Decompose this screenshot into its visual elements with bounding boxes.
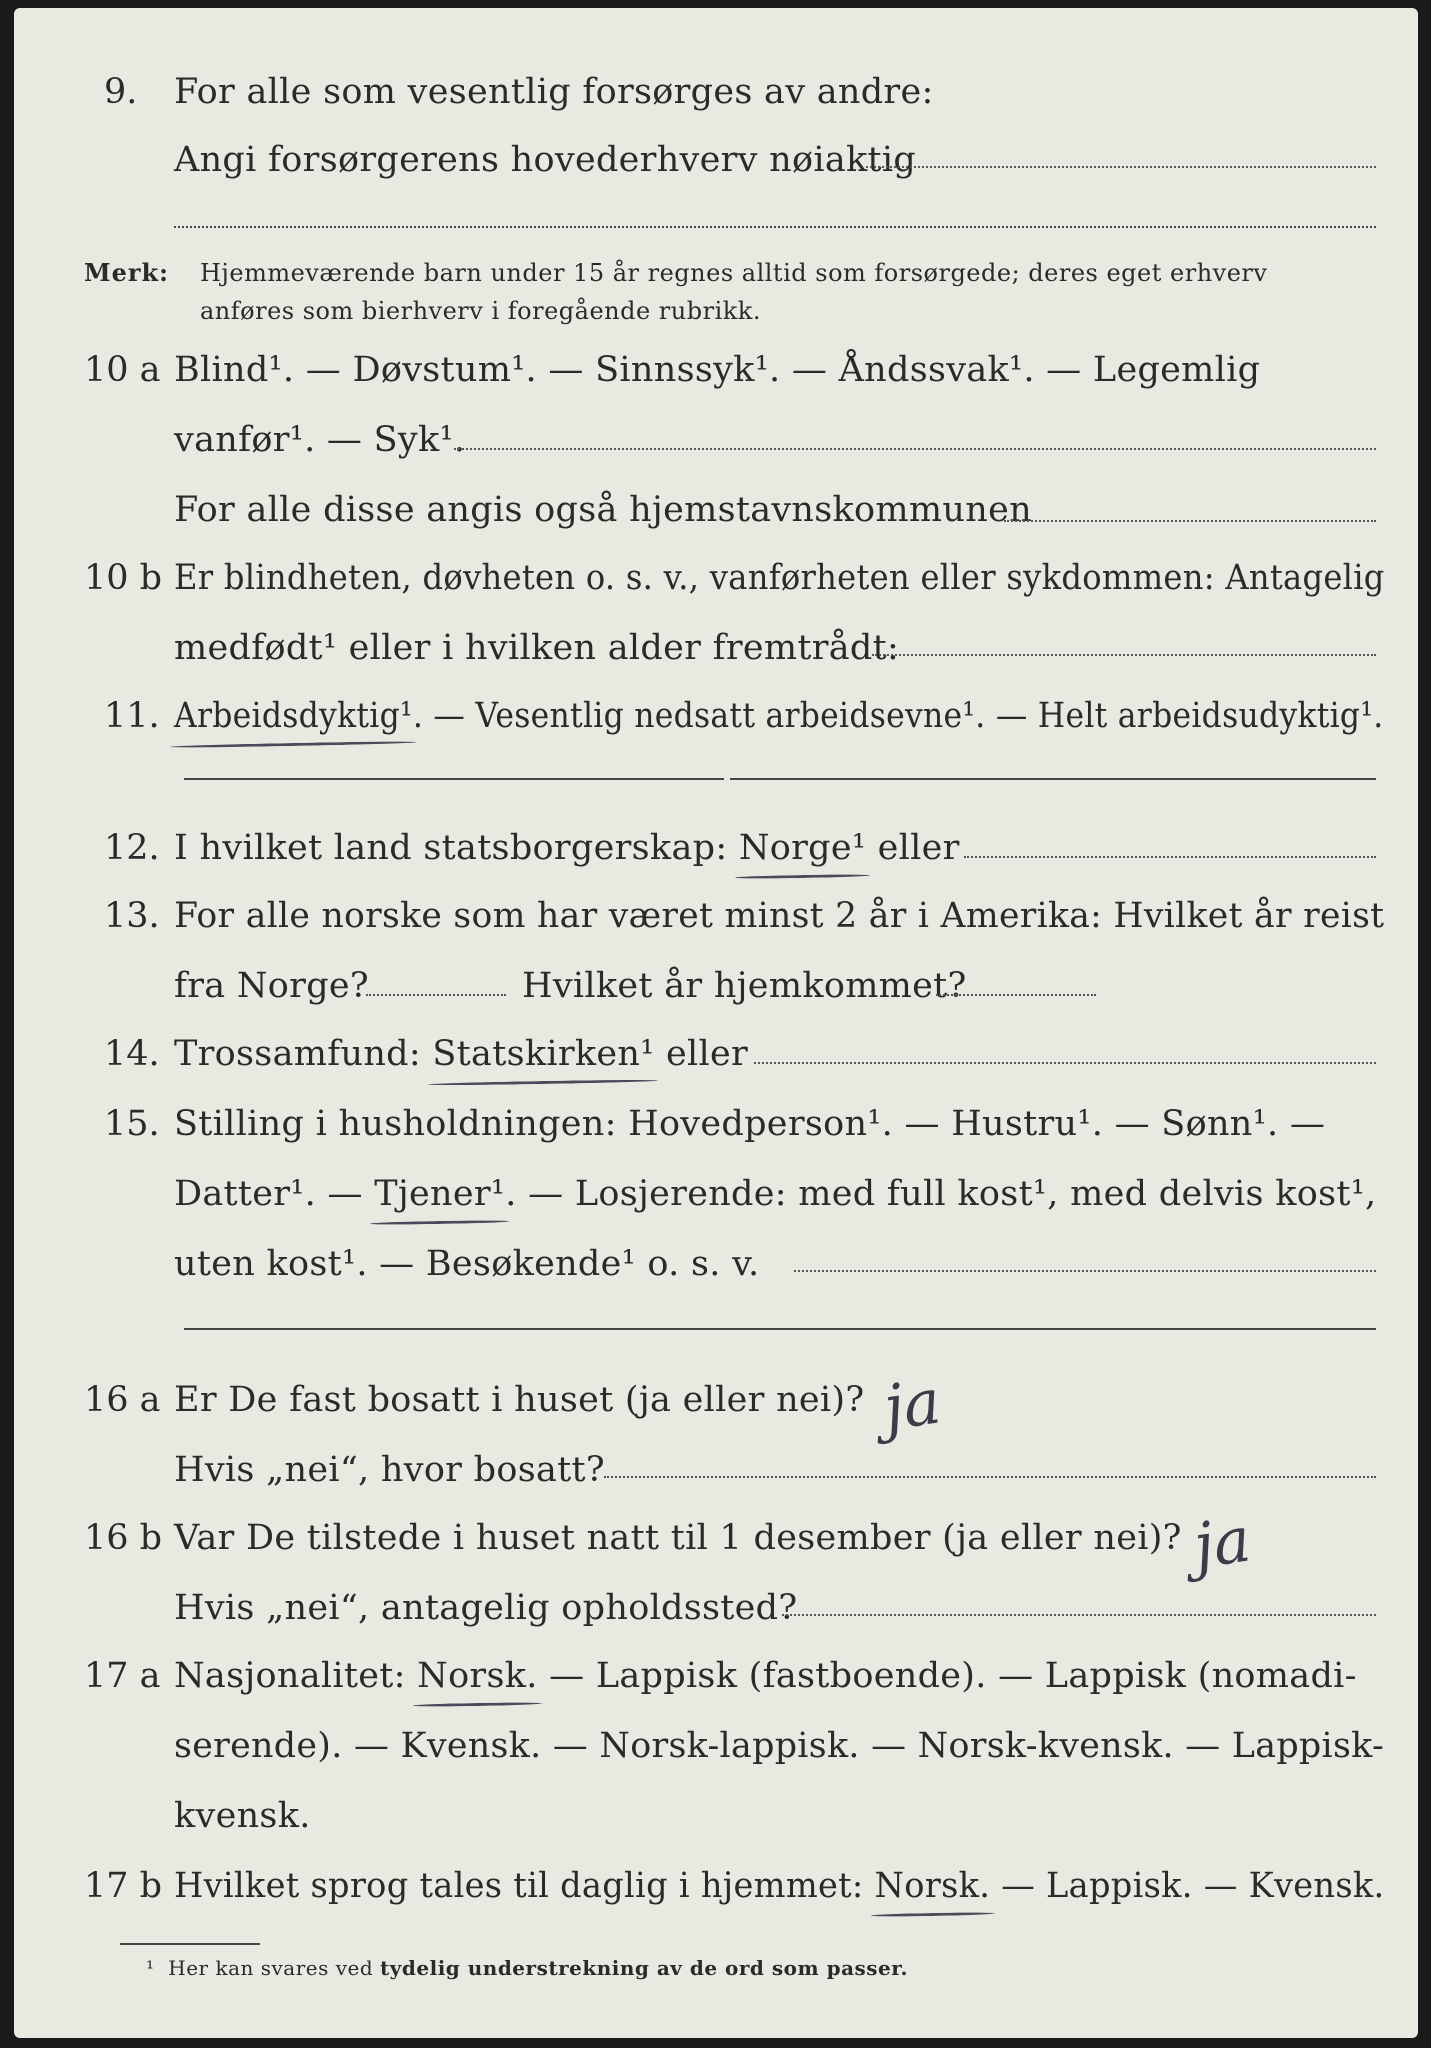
- q10a-line1: Blind¹. — Døvstum¹. — Sinnssyk¹. — Åndssvak¹. — Legemlig: [174, 350, 1261, 390]
- q12-pre: I hvilket land statsborgerskap:: [174, 828, 739, 868]
- q17a-pre: Nasjonalitet:: [174, 1656, 418, 1696]
- q16a-bosatt-line[interactable]: [604, 1476, 1376, 1478]
- q16b-handwritten-answer[interactable]: ja: [1189, 1502, 1255, 1583]
- q17a-line1rest: — Lappisk (fastboende). — Lappisk (nomadi-: [537, 1656, 1357, 1696]
- q11-number: 11.: [104, 696, 160, 736]
- q14-answer-line[interactable]: [754, 1062, 1376, 1064]
- q15-line2: [174, 1172, 1376, 1216]
- q9-extra-line[interactable]: [174, 226, 1376, 228]
- q10a-line3: For alle disse angis også hjemstavnskommunen: [174, 490, 1032, 530]
- q17a-line1: [174, 1654, 1357, 1698]
- q15-answer-line[interactable]: [794, 1270, 1376, 1272]
- q9-answer-line[interactable]: [866, 166, 1376, 168]
- q17b-line: [174, 1864, 1384, 1908]
- q17a-number: 17 a: [84, 1656, 161, 1696]
- q13-line1: For alle norske som har været minst 2 år i Amerika: Hvilket år reist: [174, 896, 1385, 936]
- q11-rest: . — Vesentlig nedsatt arbeidsevne¹. — Helt arbeidsudyktig¹.: [412, 696, 1384, 736]
- q15-line1: Stilling i husholdningen: Hovedperson¹. — Hustru¹. — Sønn¹. —: [174, 1104, 1326, 1144]
- q10b-answer-line[interactable]: [872, 654, 1376, 656]
- q15-separator: [184, 1328, 1376, 1330]
- footnote-text: Her kan svares ved: [168, 1956, 381, 1980]
- q12-number: 12.: [104, 828, 160, 868]
- q15-line2a: Datter¹. —: [174, 1174, 375, 1214]
- footnote: [146, 1956, 908, 1980]
- q11-separator-right: [730, 778, 1376, 780]
- merk-line2: anføres som bierhverv i foregående rubrikk.: [200, 297, 761, 325]
- q17b-pre: Hvilket sprog tales til daglig i hjemmet:: [174, 1866, 875, 1906]
- q13-line2a: fra Norge?: [174, 966, 369, 1006]
- q17b-number: 17 b: [84, 1866, 163, 1906]
- q11-line: [174, 694, 1383, 738]
- q17a-line3: kvensk.: [174, 1796, 311, 1836]
- q12-selected-answer[interactable]: Norge¹: [738, 828, 867, 868]
- q11-separator-left: [184, 778, 724, 780]
- footnote-rule: [120, 1943, 260, 1945]
- q15-line3: uten kost¹. — Besøkende¹ o. s. v.: [174, 1244, 760, 1284]
- q14-post: eller: [654, 1034, 749, 1074]
- q14-line: [174, 1032, 748, 1076]
- q16a-line2: Hvis „nei“, hvor bosatt?: [174, 1450, 605, 1490]
- q9-line2: Angi forsørgerens hovederhverv nøiaktig: [174, 140, 917, 180]
- q16a-number: 16 a: [84, 1380, 161, 1420]
- footnote-mark: ¹: [146, 1956, 155, 1980]
- q16b-line1: Var De tilstede i huset natt til 1 desember (ja eller nei)?: [174, 1518, 1182, 1558]
- q13-line2b: Hvilket år hjemkommet?: [522, 966, 967, 1006]
- q13-number: 13.: [104, 896, 160, 936]
- q17a-selected-answer[interactable]: Norsk.: [417, 1656, 538, 1696]
- q10a-number: 10 a: [84, 350, 161, 390]
- footnote-bold-text: tydelig understrekning av de ord som passer.: [380, 1956, 908, 1980]
- q12-line: [174, 826, 960, 870]
- q10b-number: 10 b: [84, 558, 163, 598]
- q10a-line2: vanfør¹. — Syk¹.: [174, 420, 466, 460]
- q14-pre: Trossamfund:: [174, 1034, 433, 1074]
- q10b-line2: medfødt¹ eller i hvilken alder fremtrådt:: [174, 628, 900, 668]
- census-form-page: [14, 8, 1418, 2038]
- q15-line2b: . — Losjerende: med full kost¹, med delvis kost¹,: [505, 1174, 1377, 1214]
- q16a-handwritten-answer[interactable]: ja: [879, 1364, 945, 1445]
- q10b-line1: Er blindheten, døvheten o. s. v., vanførheten eller sykdommen: Antagelig: [174, 558, 1385, 598]
- q12-post: eller: [866, 828, 960, 868]
- q13-reist-line[interactable]: [366, 994, 506, 996]
- q9-line1: For alle som vesentlig forsørges av andre:: [174, 72, 934, 112]
- q16b-opholdssted-line[interactable]: [782, 1614, 1376, 1616]
- q16b-line2: Hvis „nei“, antagelig opholdssted?: [174, 1588, 798, 1628]
- q9-number: 9.: [104, 72, 138, 112]
- q15-selected-answer[interactable]: Tjener¹: [374, 1174, 506, 1214]
- q13-hjemkommet-line[interactable]: [936, 994, 1096, 996]
- merk-label: Merk:: [84, 258, 169, 287]
- q12-answer-line[interactable]: [964, 856, 1376, 858]
- merk-line1: Hjemmeværende barn under 15 år regnes alltid som forsørgede; deres eget erhverv: [200, 259, 1268, 287]
- q11-selected-option[interactable]: Arbeidsdyktig¹: [174, 696, 413, 736]
- q14-number: 14.: [104, 1034, 160, 1074]
- q10a-hjemstavn-line[interactable]: [1004, 520, 1376, 522]
- q16b-number: 16 b: [84, 1518, 163, 1558]
- q17a-line2: serende). — Kvensk. — Norsk-lappisk. — Norsk-kvensk. — Lappisk-: [174, 1726, 1385, 1766]
- q15-number: 15.: [104, 1104, 160, 1144]
- q17b-post: — Lappisk. — Kvensk.: [990, 1866, 1385, 1906]
- q17b-selected-answer[interactable]: Norsk.: [874, 1866, 991, 1906]
- q10a-answer-line[interactable]: [454, 448, 1376, 450]
- q14-selected-answer[interactable]: Statskirken¹: [432, 1034, 655, 1074]
- q16a-line1: Er De fast bosatt i huset (ja eller nei)?: [174, 1380, 865, 1420]
